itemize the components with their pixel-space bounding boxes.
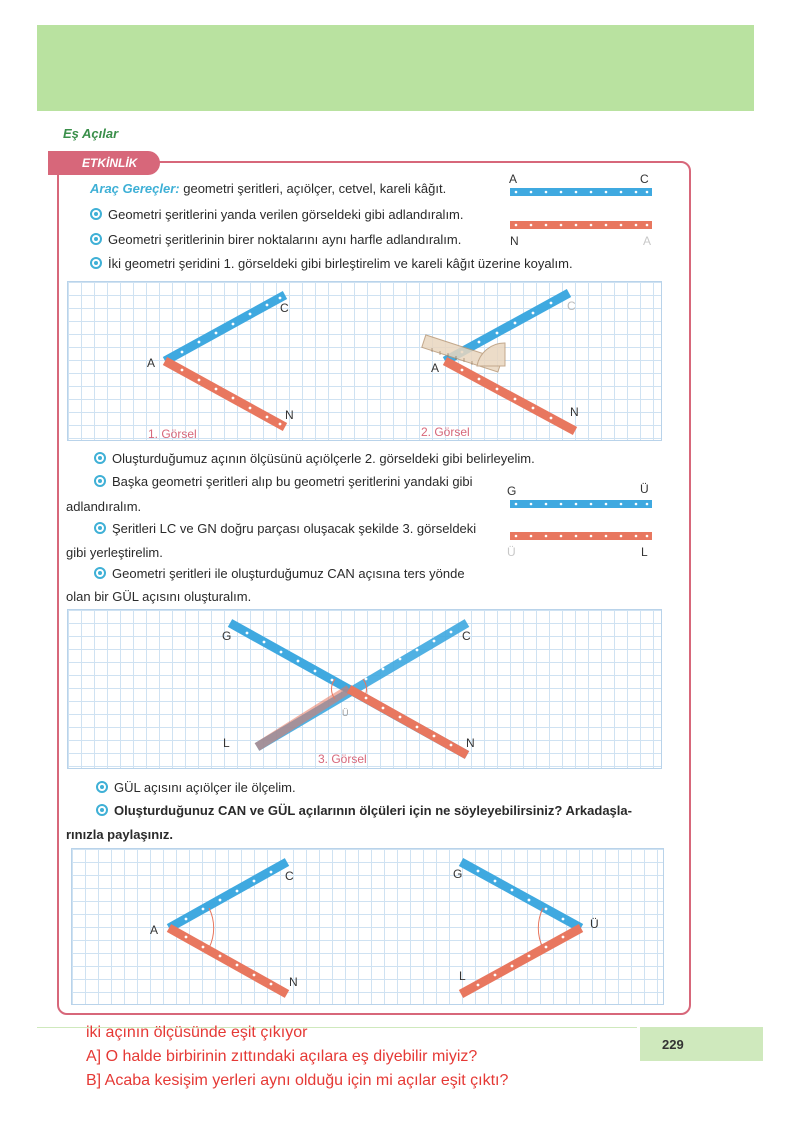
fig2-label-n: N — [570, 405, 579, 419]
step-item — [94, 451, 535, 467]
question-text-continued: rınızla paylaşınız. — [66, 827, 173, 842]
top-banner — [37, 25, 754, 111]
step-item — [90, 232, 461, 248]
figure-3-caption: 3. Görsel — [318, 752, 367, 766]
activity-badge: ETKİNLİK — [48, 151, 160, 175]
fig4-label-n: N — [289, 975, 298, 989]
figure-2-strips — [445, 293, 575, 431]
step-bullet-icon — [96, 781, 108, 793]
fig4-label-g: G — [453, 867, 463, 881]
step-item — [94, 521, 476, 537]
strip-label-l: L — [641, 545, 648, 559]
red-strip-sample-2 — [510, 532, 652, 540]
step-text: Geometri şeritleri ile oluşturduğumuz CAN açısına ters yönde — [112, 566, 465, 581]
strip-label-a: A — [509, 172, 518, 186]
step-bullet-icon — [90, 208, 102, 220]
strip-label-n: N — [510, 234, 519, 248]
step-text: GÜL açısını açıölçer ile ölçelim. — [114, 780, 296, 795]
question-bullet-icon — [96, 804, 108, 816]
fig1-label-c: C — [280, 301, 289, 315]
step-text: Oluşturduğumuz açının ölçüsünü açıölçerle 2. görseldeki gibi belirleyelim. — [112, 451, 535, 466]
step-item — [94, 474, 473, 490]
materials-line — [90, 181, 446, 197]
fig4-label-c: C — [285, 869, 294, 883]
figure-1-strips — [165, 295, 285, 427]
note-line-3: B] Acaba kesişim yerleri aynı olduğu için mi açılar eşit çıktı? — [86, 1072, 509, 1089]
fig1-label-a: A — [147, 356, 156, 370]
strip-label-u: Ü — [640, 482, 649, 496]
step-text: Şeritleri LC ve GN doğru parçası oluşacak şekilde 3. görseldeki — [112, 521, 477, 536]
page-number-box — [640, 1027, 763, 1061]
section-title: Eş Açılar — [63, 126, 119, 141]
fig1-label-n: N — [285, 408, 294, 422]
step-text: Geometri şeritlerinin birer noktalarını aynı harfle adlandıralım. — [108, 232, 462, 247]
step-bullet-icon — [94, 452, 106, 464]
strip-label-g: G — [507, 484, 517, 498]
step-text-continued: gibi yerleştirelim. — [66, 545, 163, 560]
step-bullet-icon — [90, 257, 102, 269]
note-line-1: iki açının ölçüsünde eşit çıkıyor — [86, 1024, 308, 1041]
question-text: Oluşturduğunuz CAN ve GÜL açılarının ölçüleri için ne söyleyebilirsiniz? Arkadaşla- — [114, 803, 632, 818]
figure-4-drawing — [71, 848, 662, 1003]
fig4-label-u: Ü — [590, 917, 599, 931]
step-item — [90, 256, 573, 272]
step-bullet-icon — [90, 233, 102, 245]
blue-strip-sample — [510, 188, 652, 196]
page-number: 229 — [662, 1037, 684, 1052]
fig4-label-l: L — [459, 969, 466, 983]
step-text-continued: olan bir GÜL açısını oluşturalım. — [66, 589, 252, 604]
fig3-label-l: L — [223, 736, 230, 750]
fig3-label-u: Ü — [342, 708, 349, 718]
red-strip-sample — [510, 221, 652, 229]
step-bullet-icon — [94, 475, 106, 487]
figure-1-caption: 1. Görsel — [148, 427, 197, 441]
strip-label-c: C — [640, 172, 649, 186]
note-line-2: A] O halde birbirinin zıttındaki açılara eş diyebilir miyiz? — [86, 1048, 478, 1065]
figure-3-drawing — [67, 609, 660, 767]
step-text-continued: adlandıralım. — [66, 499, 142, 514]
step-bullet-icon — [94, 522, 106, 534]
step-text: Geometri şeritlerini yanda verilen görseldeki gibi adlandıralım. — [108, 207, 464, 222]
step-bullet-icon — [94, 567, 106, 579]
step-text: Başka geometri şeritleri alıp bu geometri şeritlerini yandaki gibi — [112, 474, 473, 489]
fig2-label-c: C — [567, 299, 576, 313]
step-item — [90, 207, 464, 223]
step-item — [96, 780, 296, 796]
fig4-label-a: A — [150, 923, 159, 937]
fig3-label-g: G — [222, 629, 232, 643]
fig2-label-a: A — [431, 361, 440, 375]
fig3-label-c: C — [462, 629, 471, 643]
materials-label: Araç Gereçler: — [90, 181, 180, 196]
strip-label-u-faint: Ü — [507, 545, 516, 559]
fig3-label-n: N — [466, 736, 475, 750]
question-item — [96, 803, 632, 819]
figure-2-caption: 2. Görsel — [421, 425, 470, 439]
materials-text: geometri şeritleri, açıölçer, cetvel, kareli kâğıt. — [179, 181, 447, 196]
blue-strip-sample-2 — [510, 500, 652, 508]
step-item — [94, 566, 465, 582]
step-text: İki geometri şeridini 1. görseldeki gibi birleştirelim ve kareli kâğıt üzerine koyalım. — [108, 256, 573, 271]
strip-label-a-faint: A — [643, 234, 652, 248]
